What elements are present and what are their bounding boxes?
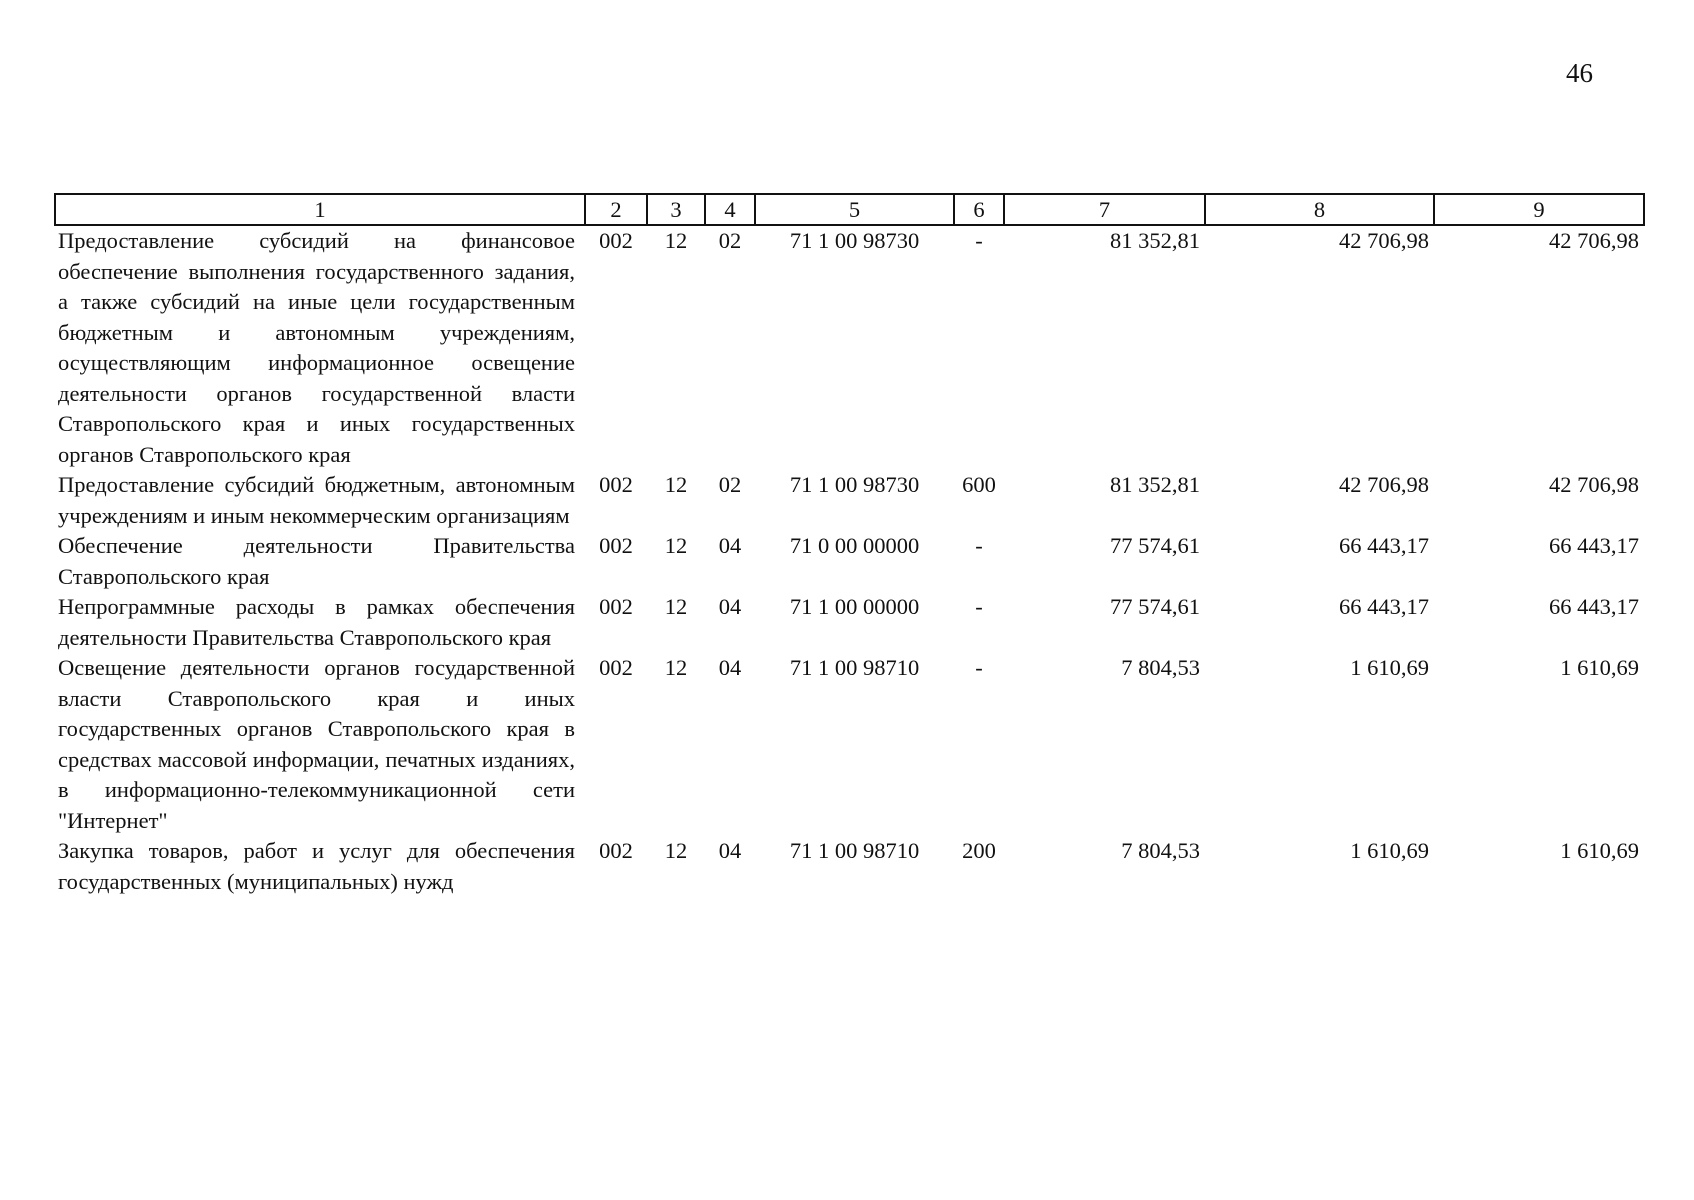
amount-col9: 66 443,17 xyxy=(1549,594,1639,619)
section-code: 12 xyxy=(664,655,688,680)
column-number-4: 4 xyxy=(705,194,755,225)
column-number-1: 1 xyxy=(55,194,585,225)
section-code: 12 xyxy=(664,533,688,558)
subsection-code: 04 xyxy=(718,838,742,863)
target-article-code: 71 0 00 00000 xyxy=(789,533,920,558)
subsection-code: 04 xyxy=(718,533,742,558)
amount-col8: 66 443,17 xyxy=(1339,594,1429,619)
expense-type-code: - xyxy=(975,228,983,253)
expense-name: Закупка товаров, работ и услуг для обеспечения государственных (муниципальных) нужд xyxy=(58,838,575,894)
expense-name: Непрограммные расходы в рамках обеспечения деятельности Правительства Ставропольского края xyxy=(58,594,575,650)
column-number-5: 5 xyxy=(755,194,954,225)
subsection-code: 04 xyxy=(718,594,742,619)
column-number-3: 3 xyxy=(647,194,705,225)
ministry-code: 002 xyxy=(599,655,633,680)
amount-col9: 1 610,69 xyxy=(1560,655,1639,680)
amount-col8: 1 610,69 xyxy=(1350,838,1429,863)
subsection-code: 02 xyxy=(718,472,742,497)
target-article-code: 71 1 00 98730 xyxy=(789,228,920,253)
target-article-code: 71 1 00 98730 xyxy=(789,472,920,497)
table-row xyxy=(55,653,1644,836)
section-code: 12 xyxy=(664,472,688,497)
expense-type-code: 200 xyxy=(962,838,996,863)
section-code: 12 xyxy=(664,838,688,863)
amount-col7: 81 352,81 xyxy=(1110,228,1200,253)
expense-name: Обеспечение деятельности Правительства Ставропольского края xyxy=(58,533,575,589)
amount-col7: 81 352,81 xyxy=(1110,472,1200,497)
expense-type-code: - xyxy=(975,533,983,558)
target-article-code: 71 1 00 98710 xyxy=(789,655,920,680)
ministry-code: 002 xyxy=(599,594,633,619)
amount-col9: 1 610,69 xyxy=(1560,838,1639,863)
amount-col7: 77 574,61 xyxy=(1110,533,1200,558)
target-article-code: 71 1 00 98710 xyxy=(789,838,920,863)
table-row xyxy=(55,836,1644,897)
amount-col9: 42 706,98 xyxy=(1549,472,1639,497)
section-code: 12 xyxy=(664,228,688,253)
budget-table xyxy=(54,193,1645,897)
amount-col7: 77 574,61 xyxy=(1110,594,1200,619)
amount-col8: 66 443,17 xyxy=(1339,533,1429,558)
amount-col8: 1 610,69 xyxy=(1350,655,1429,680)
ministry-code: 002 xyxy=(599,533,633,558)
subsection-code: 02 xyxy=(718,228,742,253)
expense-type-code: - xyxy=(975,655,983,680)
table-row xyxy=(55,592,1644,653)
amount-col7: 7 804,53 xyxy=(1121,838,1200,863)
ministry-code: 002 xyxy=(599,228,633,253)
expense-name: Предоставление субсидий бюджетным, автономным учреждениям и иным некоммерческим организациям xyxy=(58,472,575,528)
table-row xyxy=(55,225,1644,470)
amount-col8: 42 706,98 xyxy=(1339,472,1429,497)
column-number-7: 7 xyxy=(1004,194,1205,225)
table-row xyxy=(55,470,1644,531)
expense-type-code: 600 xyxy=(962,472,996,497)
expense-name: Предоставление субсидий на финансовое обеспечение выполнения государственного задания, а также субсидий на иные цели государственным бюджетным и автономным учреждениям, осуществляющим информационное освещение деятельности органов государственной власти Ставропольского края и иных государственных органов Ставропольского края xyxy=(58,228,575,467)
column-number-2: 2 xyxy=(585,194,647,225)
expense-type-code: - xyxy=(975,594,983,619)
column-number-6: 6 xyxy=(954,194,1004,225)
ministry-code: 002 xyxy=(599,472,633,497)
column-number-header-row xyxy=(55,194,1644,225)
amount-col9: 42 706,98 xyxy=(1549,228,1639,253)
column-number-8: 8 xyxy=(1205,194,1434,225)
column-number-9: 9 xyxy=(1434,194,1644,225)
expense-name: Освещение деятельности органов государственной власти Ставропольского края и иных государственных органов Ставропольского края в средствах массовой информации, печатных изданиях, в информационно-телекоммуникационной сети "Интернет" xyxy=(58,655,575,833)
amount-col7: 7 804,53 xyxy=(1121,655,1200,680)
page-number: 46 xyxy=(1566,58,1593,88)
amount-col9: 66 443,17 xyxy=(1549,533,1639,558)
subsection-code: 04 xyxy=(718,655,742,680)
amount-col8: 42 706,98 xyxy=(1339,228,1429,253)
target-article-code: 71 1 00 00000 xyxy=(789,594,920,619)
ministry-code: 002 xyxy=(599,838,633,863)
table-row xyxy=(55,531,1644,592)
section-code: 12 xyxy=(664,594,688,619)
